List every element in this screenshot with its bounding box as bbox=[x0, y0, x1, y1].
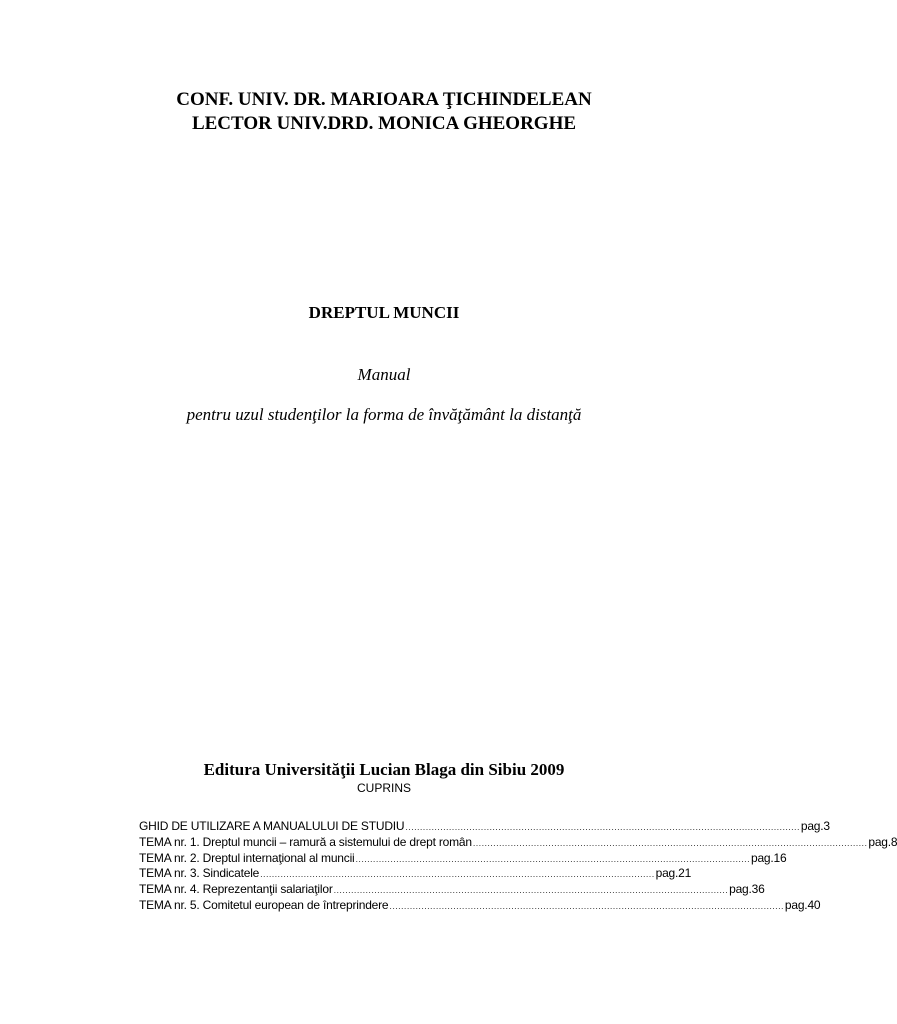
toc-item bbox=[139, 850, 787, 867]
toc-item bbox=[139, 866, 692, 882]
document-title: DREPTUL MUNCII bbox=[308, 303, 460, 322]
subtitle-audience: pentru uzul studenţilor la forma de învăţământ la distanţă bbox=[186, 405, 582, 424]
toc-leader-dots: ........................................................................................................................................ bbox=[333, 885, 729, 896]
toc-item-label: TEMA nr. 4. Reprezentanţii salariaţilor bbox=[139, 882, 333, 897]
contents-heading: CUPRINS bbox=[356, 781, 411, 795]
toc-item-label: GHID DE UTILIZARE A MANUALULUI DE STUDIU bbox=[139, 819, 405, 833]
toc-leader-dots: ........................................................................................................................................ bbox=[389, 900, 784, 911]
author-line-2: LECTOR UNIV.DRD. MONICA GHEORGHE bbox=[191, 113, 577, 134]
toc-item-page: pag.21 bbox=[655, 866, 692, 881]
toc-item bbox=[139, 819, 830, 835]
toc-item bbox=[139, 834, 897, 851]
publisher-line: Editura Universităţii Lucian Blaga din Sibiu 2009 bbox=[203, 760, 565, 779]
toc-item-page: pag.16 bbox=[750, 850, 787, 865]
table-of-contents bbox=[139, 819, 897, 914]
toc-item-label: TEMA nr. 1. Dreptul muncii – ramură a sistemului de drept român bbox=[139, 834, 472, 849]
toc-leader-dots: ........................................................................................................................................ bbox=[472, 837, 868, 848]
toc-item-page: pag.8 bbox=[868, 834, 897, 849]
toc-leader-dots: ........................................................................................................................................ bbox=[355, 853, 750, 864]
toc-item bbox=[139, 882, 765, 898]
toc-item-label: TEMA nr. 5. Comitetul european de întreprindere bbox=[139, 897, 389, 912]
toc-leader-dots: ........................................................................................................................................ bbox=[405, 822, 800, 832]
subtitle-manual: Manual bbox=[357, 365, 411, 384]
toc-item-label: TEMA nr. 2. Dreptul internaţional al muncii bbox=[139, 850, 355, 865]
toc-item-page: pag.40 bbox=[784, 897, 821, 912]
toc-item-page: pag.3 bbox=[800, 819, 830, 833]
toc-item-page: pag.36 bbox=[729, 882, 765, 897]
toc-leader-dots: ........................................................................................................................................ bbox=[260, 869, 655, 880]
toc-item-label: TEMA nr. 3. Sindicatele bbox=[139, 866, 260, 881]
author-line-1: CONF. UNIV. DR. MARIOARA ŢICHINDELEAN bbox=[176, 89, 592, 110]
toc-item bbox=[139, 897, 821, 914]
